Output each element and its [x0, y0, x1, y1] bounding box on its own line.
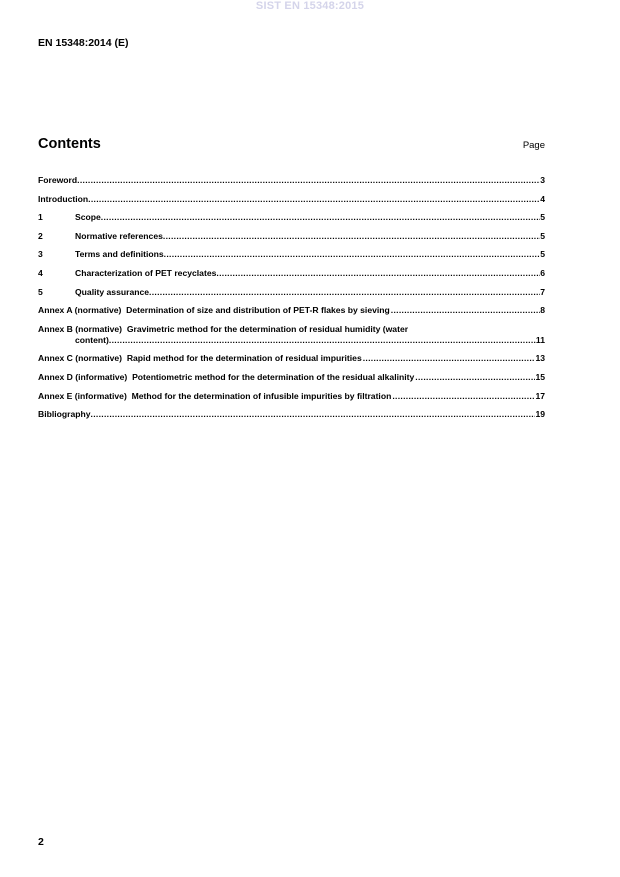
- toc-entry-title: Annex E (informative) Method for the determination of infusible impurities by filtration: [38, 390, 392, 401]
- toc-entry-scope[interactable]: [38, 212, 545, 223]
- toc-entry-title: Bibliography: [38, 409, 91, 420]
- toc-entry-introduction[interactable]: [38, 194, 545, 205]
- toc-entry-title: Characterization of PET recyclates: [75, 267, 217, 278]
- toc-leader: [164, 249, 541, 260]
- toc-entry-title: Introduction: [38, 193, 89, 204]
- toc-entry-number: 5: [38, 286, 43, 297]
- toc-entry-page: 11: [535, 334, 545, 345]
- table-of-contents: [38, 175, 545, 428]
- toc-leader: [392, 391, 535, 402]
- toc-entry-terms-and-definitions[interactable]: [38, 249, 545, 260]
- toc-leader: [415, 372, 535, 383]
- toc-entry-title: Normative references: [75, 230, 163, 241]
- toc-entry-page: 5: [540, 212, 545, 223]
- toc-leader: [77, 175, 540, 186]
- toc-entry-page: 19: [535, 409, 545, 420]
- toc-entry-quality-assurance[interactable]: [38, 287, 545, 298]
- toc-entry-number: 2: [38, 230, 43, 241]
- toc-leader: [163, 231, 540, 242]
- toc-leader: [149, 287, 540, 298]
- toc-entry-title: Foreword: [38, 175, 78, 185]
- toc-entry-page: 6: [540, 267, 545, 278]
- toc-entry-page: 17: [535, 390, 545, 401]
- toc-leader: [91, 409, 536, 420]
- toc-entry-page: 8: [540, 305, 545, 316]
- toc-entry-number: 1: [38, 212, 43, 223]
- toc-leader: [101, 212, 540, 223]
- toc-entry-page: 4: [540, 193, 545, 204]
- toc-entry-page: 3: [540, 175, 545, 185]
- toc-entry-title-continued: content): [75, 334, 109, 345]
- toc-entry-title: Annex D (informative) Potentiometric method for the determination of the residual alkalinity: [38, 371, 415, 382]
- toc-entry-bibliography[interactable]: [38, 409, 545, 420]
- toc-entry-page: 5: [540, 249, 545, 260]
- toc-entry-page: 15: [535, 371, 545, 382]
- toc-entry-foreword[interactable]: [38, 175, 545, 186]
- page-number: 2: [38, 836, 44, 848]
- toc-entry-normative-references[interactable]: [38, 231, 545, 242]
- toc-entry-annex-d[interactable]: [38, 372, 545, 383]
- toc-entry-title: Annex B (normative) Gravimetric method for the determination of residual humidity (water: [38, 323, 409, 334]
- toc-entry-number: 3: [38, 249, 43, 260]
- toc-leader: [216, 268, 540, 279]
- contents-heading: Contents: [38, 136, 101, 152]
- toc-entry-title: Scope: [75, 212, 101, 223]
- toc-entry-title: Quality assurance: [75, 286, 150, 297]
- page-column-label: Page: [522, 140, 545, 151]
- toc-entry-characterization[interactable]: [38, 268, 545, 279]
- toc-entry-page: 5: [540, 230, 545, 241]
- toc-leader: [109, 335, 536, 346]
- toc-entry-title: Annex A (normative) Determination of size and distribution of PET-R flakes by sieving: [38, 305, 390, 316]
- toc-entry-page: 13: [535, 353, 545, 364]
- toc-entry-title: Annex C (normative) Rapid method for the determination of residual impurities: [38, 353, 362, 364]
- toc-entry-annex-a[interactable]: [38, 305, 545, 316]
- toc-entry-annex-b[interactable]: [38, 324, 545, 346]
- toc-entry-annex-e[interactable]: [38, 391, 545, 402]
- document-id: EN 15348:2014 (E): [38, 37, 129, 49]
- toc-entry-title: Terms and definitions: [75, 249, 164, 260]
- toc-leader: [88, 194, 540, 205]
- watermark: SIST EN 15348:2015: [255, 0, 365, 12]
- toc-leader: [363, 353, 536, 364]
- toc-entry-page: 7: [540, 286, 545, 297]
- toc-leader: [391, 305, 540, 316]
- toc-entry-annex-c[interactable]: [38, 353, 545, 364]
- toc-entry-number: 4: [38, 267, 43, 278]
